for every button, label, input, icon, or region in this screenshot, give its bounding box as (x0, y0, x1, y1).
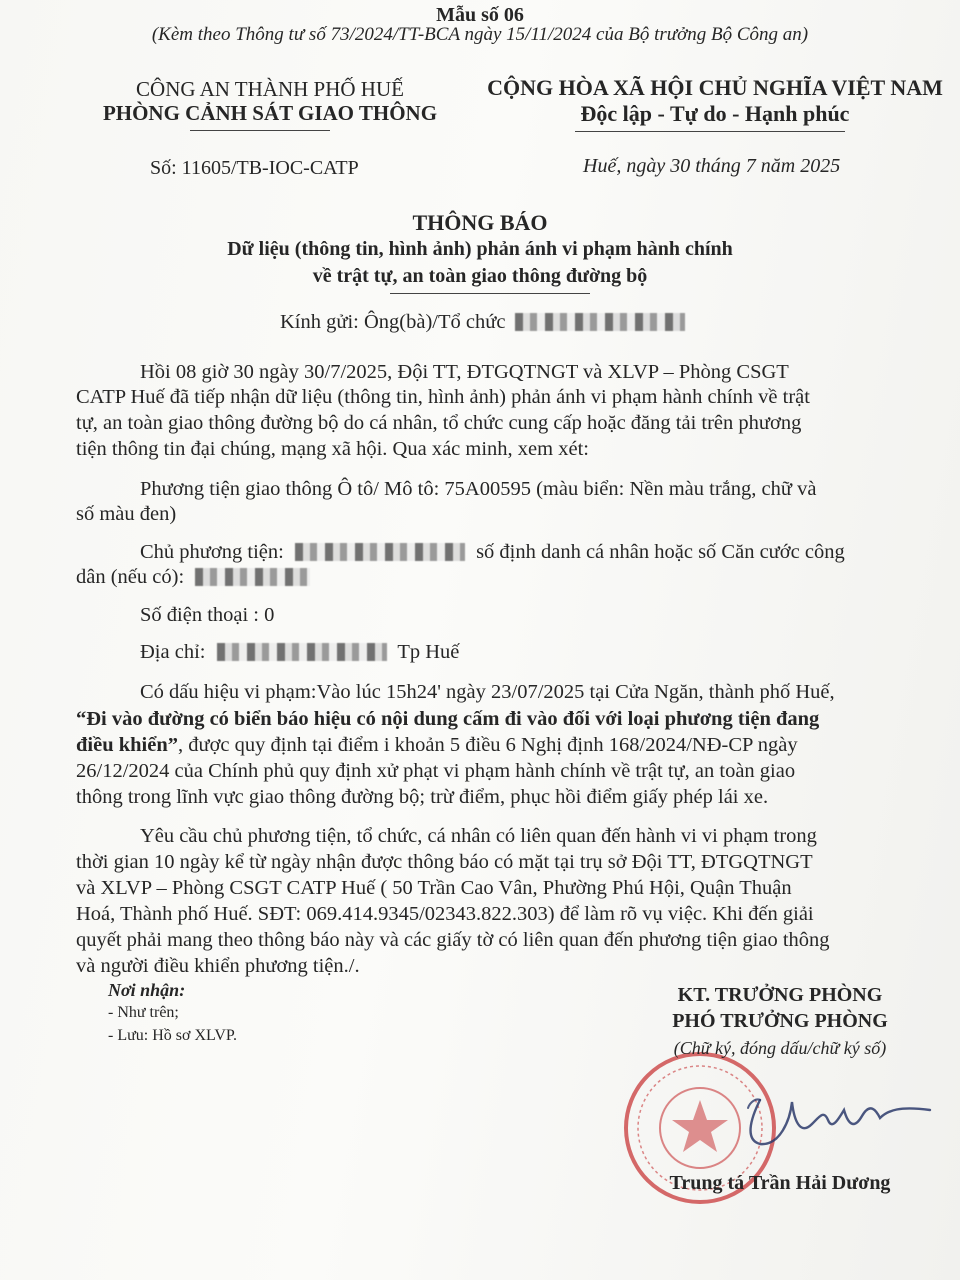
request-line: và XLVP – Phòng CSGT CATP Huế ( 50 Trần Cao Vân, Phường Phú Hội, Quận Thuận (76, 877, 792, 899)
subtitle-underline (390, 293, 590, 294)
request-line: thời gian 10 ngày kể từ ngày nhận được thông báo có mặt tại trụ sở Đội TT, ĐTGQTNGT (76, 851, 813, 873)
violation-lead: Có dấu hiệu vi phạm:Vào lúc 15h24' ngày 23/07/2025 tại Cửa Ngăn, thành phố Huế, (140, 681, 835, 703)
signer-name: Trung tá Trần Hải Dương (669, 1172, 891, 1194)
violation-line: thông trong lĩnh vực giao thông đường bộ; trừ điểm, phục hồi điểm giấy phép lái xe. (76, 786, 769, 808)
id-line (76, 566, 310, 589)
address-line (140, 641, 459, 664)
notice-subtitle-1: Dữ liệu (thông tin, hình ảnh) phản ánh vi phạm hành chính (227, 238, 733, 260)
signature-title-1: KT. TRƯỞNG PHÒNG (677, 984, 883, 1006)
request-line: Yêu cầu chủ phương tiện, tổ chức, cá nhân có liên quan đến hành vi vi phạm trong (140, 825, 817, 847)
signature-title-2: PHÓ TRƯỞNG PHÒNG (672, 1010, 888, 1032)
signature-note: (Chữ ký, đóng dấu/chữ ký số) (673, 1038, 887, 1058)
salutation (280, 311, 685, 334)
violation-rest: , được quy định tại điểm i khoản 5 điều 6 Nghị định 168/2024/NĐ-CP ngày (177, 734, 798, 756)
redacted-recipient (515, 313, 685, 331)
redacted-address (217, 643, 387, 661)
notice-title: THÔNG BÁO (412, 210, 548, 235)
p1-line: tự, an toàn giao thông đường bộ do cá nhân, tổ chức cung cấp hoặc đăng tải trên phương (76, 412, 802, 434)
owner-suffix: số định danh cá nhân hoặc số Căn cước công (476, 541, 845, 563)
violation-quote-end: điều khiển” (76, 734, 178, 756)
attached-reference: (Kèm theo Thông tư số 73/2024/TT-BCA ngày 15/11/2024 của Bộ trưởng Bộ Công an) (151, 24, 809, 45)
motto-underline (575, 131, 845, 132)
recipient-item: - Như trên; (108, 1004, 179, 1021)
agency-line-1: CÔNG AN THÀNH PHỐ HUẾ (136, 77, 404, 101)
vehicle-line: Phương tiện giao thông Ô tô/ Mô tô: 75A00595 (màu biển: Nền màu trắng, chữ và (140, 478, 817, 500)
agency-line-2: PHÒNG CẢNH SÁT GIAO THÔNG (102, 101, 438, 125)
agency-underline (190, 130, 330, 131)
violation-quote-line: “Đi vào đường có biển báo hiệu có nội dung cấm đi vào đối với loại phương tiện đang (76, 708, 820, 730)
handwritten-signature-icon (720, 1080, 950, 1160)
redacted-id-number (195, 568, 310, 586)
notice-subtitle-2: về trật tự, an toàn giao thông đường bộ (312, 265, 648, 287)
p1-line: Hồi 08 giờ 30 ngày 30/7/2025, Đội TT, ĐTGQTNGT và XLVP – Phòng CSGT (140, 361, 789, 383)
vehicle-line: số màu đen) (76, 503, 177, 525)
request-line: Hoá, Thành phố Huế. SĐT: 069.414.9345/02343.822.303) để làm rõ vụ việc. Khi đến giải (76, 903, 814, 925)
violation-line (76, 734, 798, 757)
nation-motto: Độc lập - Tự do - Hạnh phúc (580, 101, 850, 126)
p1-line: CATP Huế đã tiếp nhận dữ liệu (thông tin, hình ảnh) phản ánh vi phạm hành chính về trật (76, 386, 810, 408)
owner-line (140, 541, 845, 564)
nation-line-1: CỘNG HÒA XÃ HỘI CHỦ NGHĨA VIỆT NAM (487, 75, 943, 100)
redacted-owner-name (295, 543, 465, 561)
p1-line: tiện thông tin đại chúng, mạng xã hội. Qua xác minh, xem xét: (76, 438, 589, 460)
salutation-text: Kính gửi: Ông(bà)/Tổ chức (280, 311, 506, 333)
phone-line: Số điện thoại : 0 (140, 604, 275, 626)
address-suffix: Tp Huế (397, 641, 460, 663)
form-number: Mẫu số 06 (436, 4, 524, 26)
owner-label: Chủ phương tiện: (140, 541, 284, 563)
address-label: Địa chỉ: (140, 641, 206, 663)
request-line: và người điều khiển phương tiện./. (76, 955, 360, 977)
document-number: Số: 11605/TB-IOC-CATP (150, 157, 359, 179)
violation-line: 26/12/2024 của Chính phủ quy định xử phạt vi phạm hành chính về trật tự, an toàn giao (76, 760, 796, 782)
recipients-title: Nơi nhận: (108, 980, 186, 1000)
document-date: Huế, ngày 30 tháng 7 năm 2025 (583, 155, 841, 177)
request-line: quyết phải mang theo thông báo này và các giấy tờ có liên quan đến phương tiện giao thông (76, 929, 830, 951)
recipient-item: - Lưu: Hồ sơ XLVP. (108, 1027, 237, 1044)
id-label: dân (nếu có): (76, 566, 185, 588)
